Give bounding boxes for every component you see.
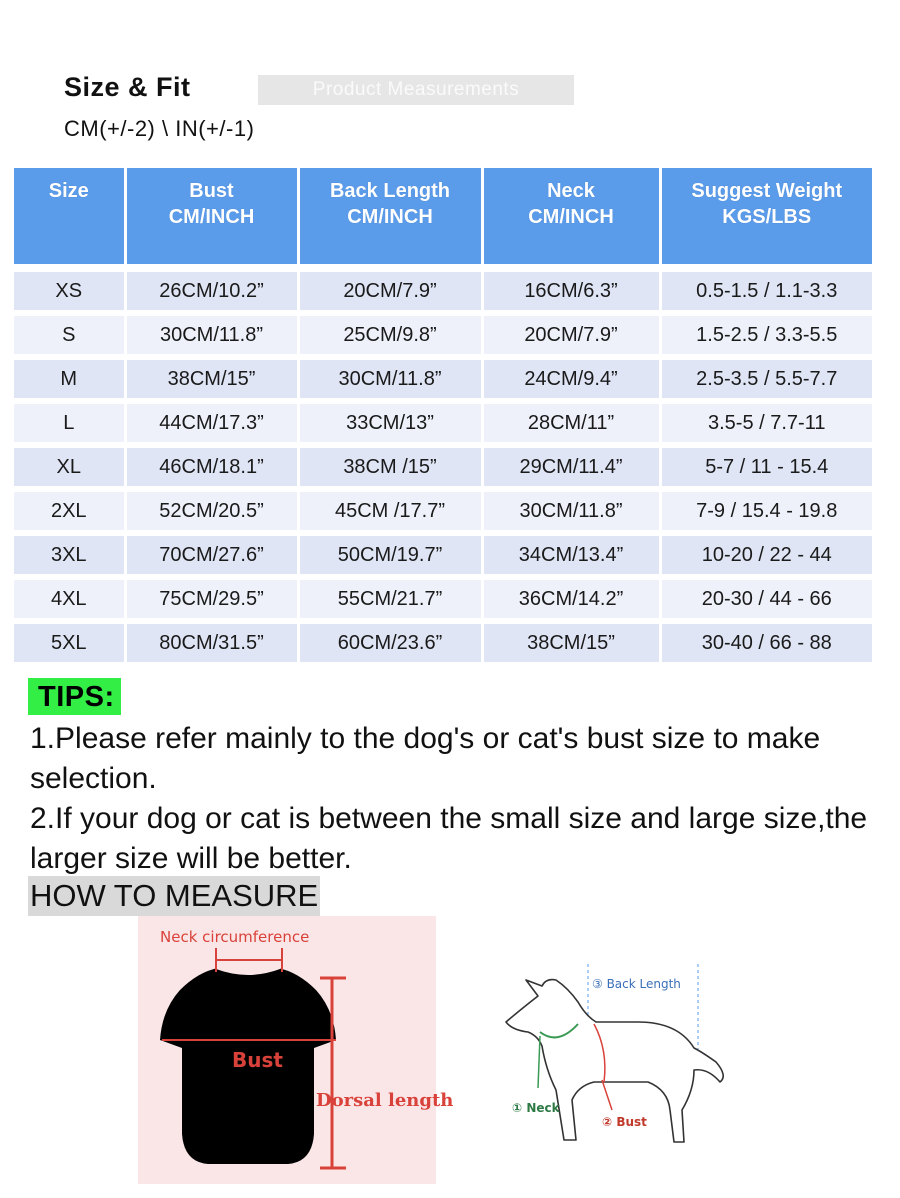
cell-back-length: 60CM/23.6” bbox=[298, 621, 482, 662]
neck-circumference-label: Neck circumference bbox=[160, 928, 310, 946]
units-note: CM(+/-2) \ IN(+/-1) bbox=[64, 116, 255, 141]
dog-bust-label: ② Bust bbox=[602, 1115, 647, 1129]
header-size bbox=[14, 168, 125, 268]
table-row bbox=[14, 401, 872, 445]
cell-weight: 2.5-3.5 / 5.5-7.7 bbox=[660, 357, 872, 401]
cell-size: S bbox=[14, 313, 125, 357]
tip-1: 1.Please refer mainly to the dog's or cat's bust size to make selection. bbox=[30, 722, 821, 795]
header-back-length bbox=[298, 168, 482, 268]
table-row bbox=[14, 357, 872, 401]
cell-bust: 44CM/17.3” bbox=[125, 401, 298, 445]
cell-weight: 1.5-2.5 / 3.3-5.5 bbox=[660, 313, 872, 357]
cell-weight: 3.5-5 / 7.7-11 bbox=[660, 401, 872, 445]
cell-bust: 30CM/11.8” bbox=[125, 313, 298, 357]
cell-neck: 28CM/11” bbox=[482, 401, 660, 445]
cell-weight: 30-40 / 66 - 88 bbox=[660, 621, 872, 662]
cell-back-length: 38CM /15” bbox=[298, 445, 482, 489]
dog-neck-label: ① Neck bbox=[512, 1101, 560, 1115]
cell-weight: 20-30 / 44 - 66 bbox=[660, 577, 872, 621]
cell-size: XL bbox=[14, 445, 125, 489]
header-bust-label: Bust bbox=[189, 180, 234, 202]
dorsal-length-label: Dorsal length bbox=[316, 1090, 454, 1111]
cell-back-length: 55CM/21.7” bbox=[298, 577, 482, 621]
cell-size: 4XL bbox=[14, 577, 125, 621]
table-row bbox=[14, 533, 872, 577]
header-neck bbox=[482, 168, 660, 268]
cell-neck: 20CM/7.9” bbox=[482, 313, 660, 357]
how-to-measure-heading: HOW TO MEASURE bbox=[28, 876, 320, 916]
header-size-label: Size bbox=[48, 180, 89, 202]
cell-back-length: 45CM /17.7” bbox=[298, 489, 482, 533]
cell-neck: 34CM/13.4” bbox=[482, 533, 660, 577]
dog-illustration bbox=[498, 950, 738, 1160]
size-table bbox=[14, 168, 872, 662]
table-row bbox=[14, 313, 872, 357]
dog-back-length-label: ③ Back Length bbox=[592, 977, 681, 991]
table-row bbox=[14, 489, 872, 533]
bust-label: Bust bbox=[232, 1048, 283, 1072]
table-row bbox=[14, 445, 872, 489]
cell-bust: 52CM/20.5” bbox=[125, 489, 298, 533]
tips-label: TIPS: bbox=[28, 678, 121, 715]
cell-weight: 7-9 / 15.4 - 19.8 bbox=[660, 489, 872, 533]
cell-size: 2XL bbox=[14, 489, 125, 533]
cell-bust: 38CM/15” bbox=[125, 357, 298, 401]
cell-back-length: 20CM/7.9” bbox=[298, 268, 482, 313]
header-neck-unit: CM/INCH bbox=[528, 206, 614, 228]
cell-neck: 30CM/11.8” bbox=[482, 489, 660, 533]
cell-neck: 38CM/15” bbox=[482, 621, 660, 662]
header-weight-label: Suggest Weight bbox=[691, 180, 843, 202]
header-back-length-unit: CM/INCH bbox=[347, 206, 433, 228]
cell-size: 5XL bbox=[14, 621, 125, 662]
header-bust bbox=[125, 168, 298, 268]
cell-weight: 5-7 / 11 - 15.4 bbox=[660, 445, 872, 489]
cell-neck: 16CM/6.3” bbox=[482, 268, 660, 313]
cell-size: 3XL bbox=[14, 533, 125, 577]
cell-neck: 29CM/11.4” bbox=[482, 445, 660, 489]
cell-back-length: 30CM/11.8” bbox=[298, 357, 482, 401]
cell-size: L bbox=[14, 401, 125, 445]
header-weight bbox=[660, 168, 872, 268]
table-row bbox=[14, 577, 872, 621]
cell-back-length: 33CM/13” bbox=[298, 401, 482, 445]
cell-back-length: 50CM/19.7” bbox=[298, 533, 482, 577]
cell-bust: 80CM/31.5” bbox=[125, 621, 298, 662]
header-bust-unit: CM/INCH bbox=[168, 206, 255, 228]
cell-bust: 46CM/18.1” bbox=[125, 445, 298, 489]
table-row bbox=[14, 621, 872, 662]
shirt-illustration bbox=[138, 916, 454, 1184]
cell-bust: 70CM/27.6” bbox=[125, 533, 298, 577]
header-back-length-label: Back Length bbox=[329, 180, 451, 202]
cell-neck: 24CM/9.4” bbox=[482, 357, 660, 401]
cell-weight: 10-20 / 22 - 44 bbox=[660, 533, 872, 577]
header-neck-label: Neck bbox=[547, 180, 595, 202]
cell-size: M bbox=[14, 357, 125, 401]
table-header-row bbox=[14, 168, 872, 268]
header-weight-unit: KGS/LBS bbox=[722, 206, 812, 228]
cell-weight: 0.5-1.5 / 1.1-3.3 bbox=[660, 268, 872, 313]
product-measurements-tag: Product Measurements bbox=[258, 75, 574, 105]
cell-back-length: 25CM/9.8” bbox=[298, 313, 482, 357]
size-fit-title: Size & Fit bbox=[64, 72, 191, 102]
tip-2: 2.If your dog or cat is between the small size and large size,the larger size will be better. bbox=[30, 802, 868, 875]
cell-neck: 36CM/14.2” bbox=[482, 577, 660, 621]
cell-bust: 75CM/29.5” bbox=[125, 577, 298, 621]
dog-measure-diagram bbox=[498, 950, 738, 1160]
table-row bbox=[14, 268, 872, 313]
shirt-measure-diagram bbox=[138, 916, 454, 1184]
cell-size: XS bbox=[14, 268, 125, 313]
cell-bust: 26CM/10.2” bbox=[125, 268, 298, 313]
